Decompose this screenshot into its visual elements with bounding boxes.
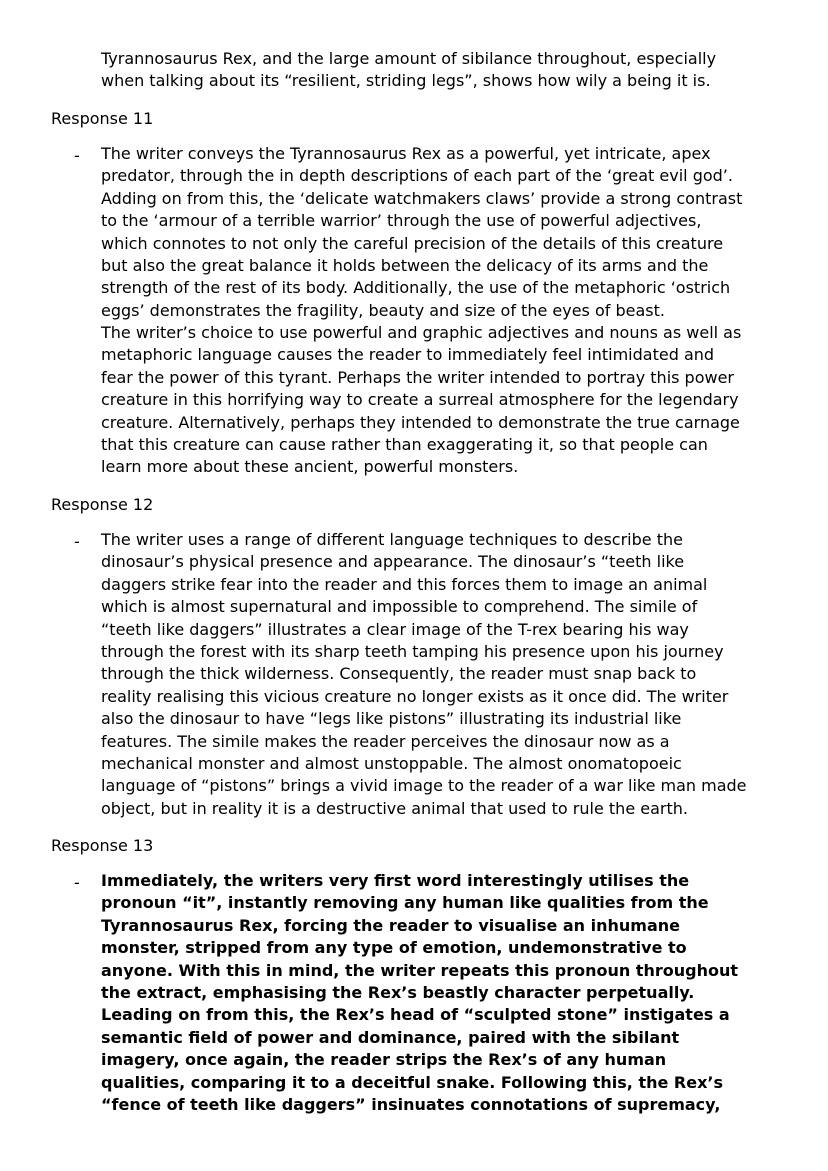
response-12-bullet: -	[74, 532, 80, 551]
response-12-paragraph: The writer uses a range of different language techniques to describe the dinosaur’s physical presence and appearance. The dinosaur’s “teeth like daggers strike fear into the reader and this forces them to image an animal which is almost supernatural and impossible to comprehend. The simile of “teeth like daggers” illustrates a clear image of the T-rex bearing his way through the forest with its sharp teeth tamping his presence upon his journey through the thick wilderness. Consequently, the reader must snap back to reality realising this vicious creature no longer exists as it once did. The writer also the dinosaur to have “legs like pistons” illustrating its industrial like features. The simile makes the reader perceives the dinosaur now as a mechanical monster and almost unstoppable. The almost onomatopoeic language of “pistons” brings a vivid image to the reader of a war like man made object, but in reality it is a destructive animal that used to rule the earth.	[101, 530, 747, 818]
response-11-paragraph-2: The writer’s choice to use powerful and graphic adjectives and nouns as well as metaphoric language causes the reader to immediately feel intimidated and fear the power of this tyrant. Perhaps the writer intended to portray this power creature in this horrifying way to create a surreal atmosphere for the legendary creature. Alternatively, perhaps they intended to demonstrate the true carnage that this creature can cause rather than exaggerating it, so that people can learn more about these ancient, powerful monsters.	[101, 323, 742, 477]
response-11-heading: Response 11	[51, 109, 154, 128]
response-12-heading: Response 12	[51, 495, 154, 514]
response-13-bullet: -	[74, 873, 80, 892]
response-11-paragraph-1: The writer conveys the Tyrannosaurus Rex as a powerful, yet intricate, apex predator, through the in depth descriptions of each part of the ‘great evil god’. Adding on from this, the ‘delicate watchmakers claws’ provide a strong contrast to the ‘armour of a terrible warrior’ through the use of powerful adjectives, which connotes to not only the careful precision of the details of this creature but also the great balance it holds between the delicacy of its arms and the strength of the rest of its body. Additionally, the use of the metaphoric ‘ostrich eggs’ demonstrates the fragility, beauty and size of the eyes of beast.	[101, 144, 743, 320]
response-13-paragraph: Immediately, the writers very first word interestingly utilises the pronoun “it”, instantly removing any human like qualities from the Tyrannosaurus Rex, forcing the reader to visualise an inhumane monster, stripped from any type of emotion, undemonstrative to anyone. With this in mind, the writer repeats this pronoun throughout the extract, emphasising the Rex’s beastly character perpetually. Leading on from this, the Rex’s head of “sculpted stone” instigates a semantic field of power and dominance, paired with the sibilant imagery, once again, the reader strips the Rex’s of any human qualities, comparing it to a deceitful snake. Following this, the Rex’s “fence of teeth like daggers” insinuates connotations of supremacy,	[101, 871, 738, 1115]
intro-paragraph: Tyrannosaurus Rex, and the large amount of sibilance throughout, especially when talking about its “resilient, striding legs”, shows how wily a being it is.	[101, 49, 717, 91]
response-13-heading: Response 13	[51, 836, 154, 855]
response-11-bullet: -	[74, 146, 80, 165]
